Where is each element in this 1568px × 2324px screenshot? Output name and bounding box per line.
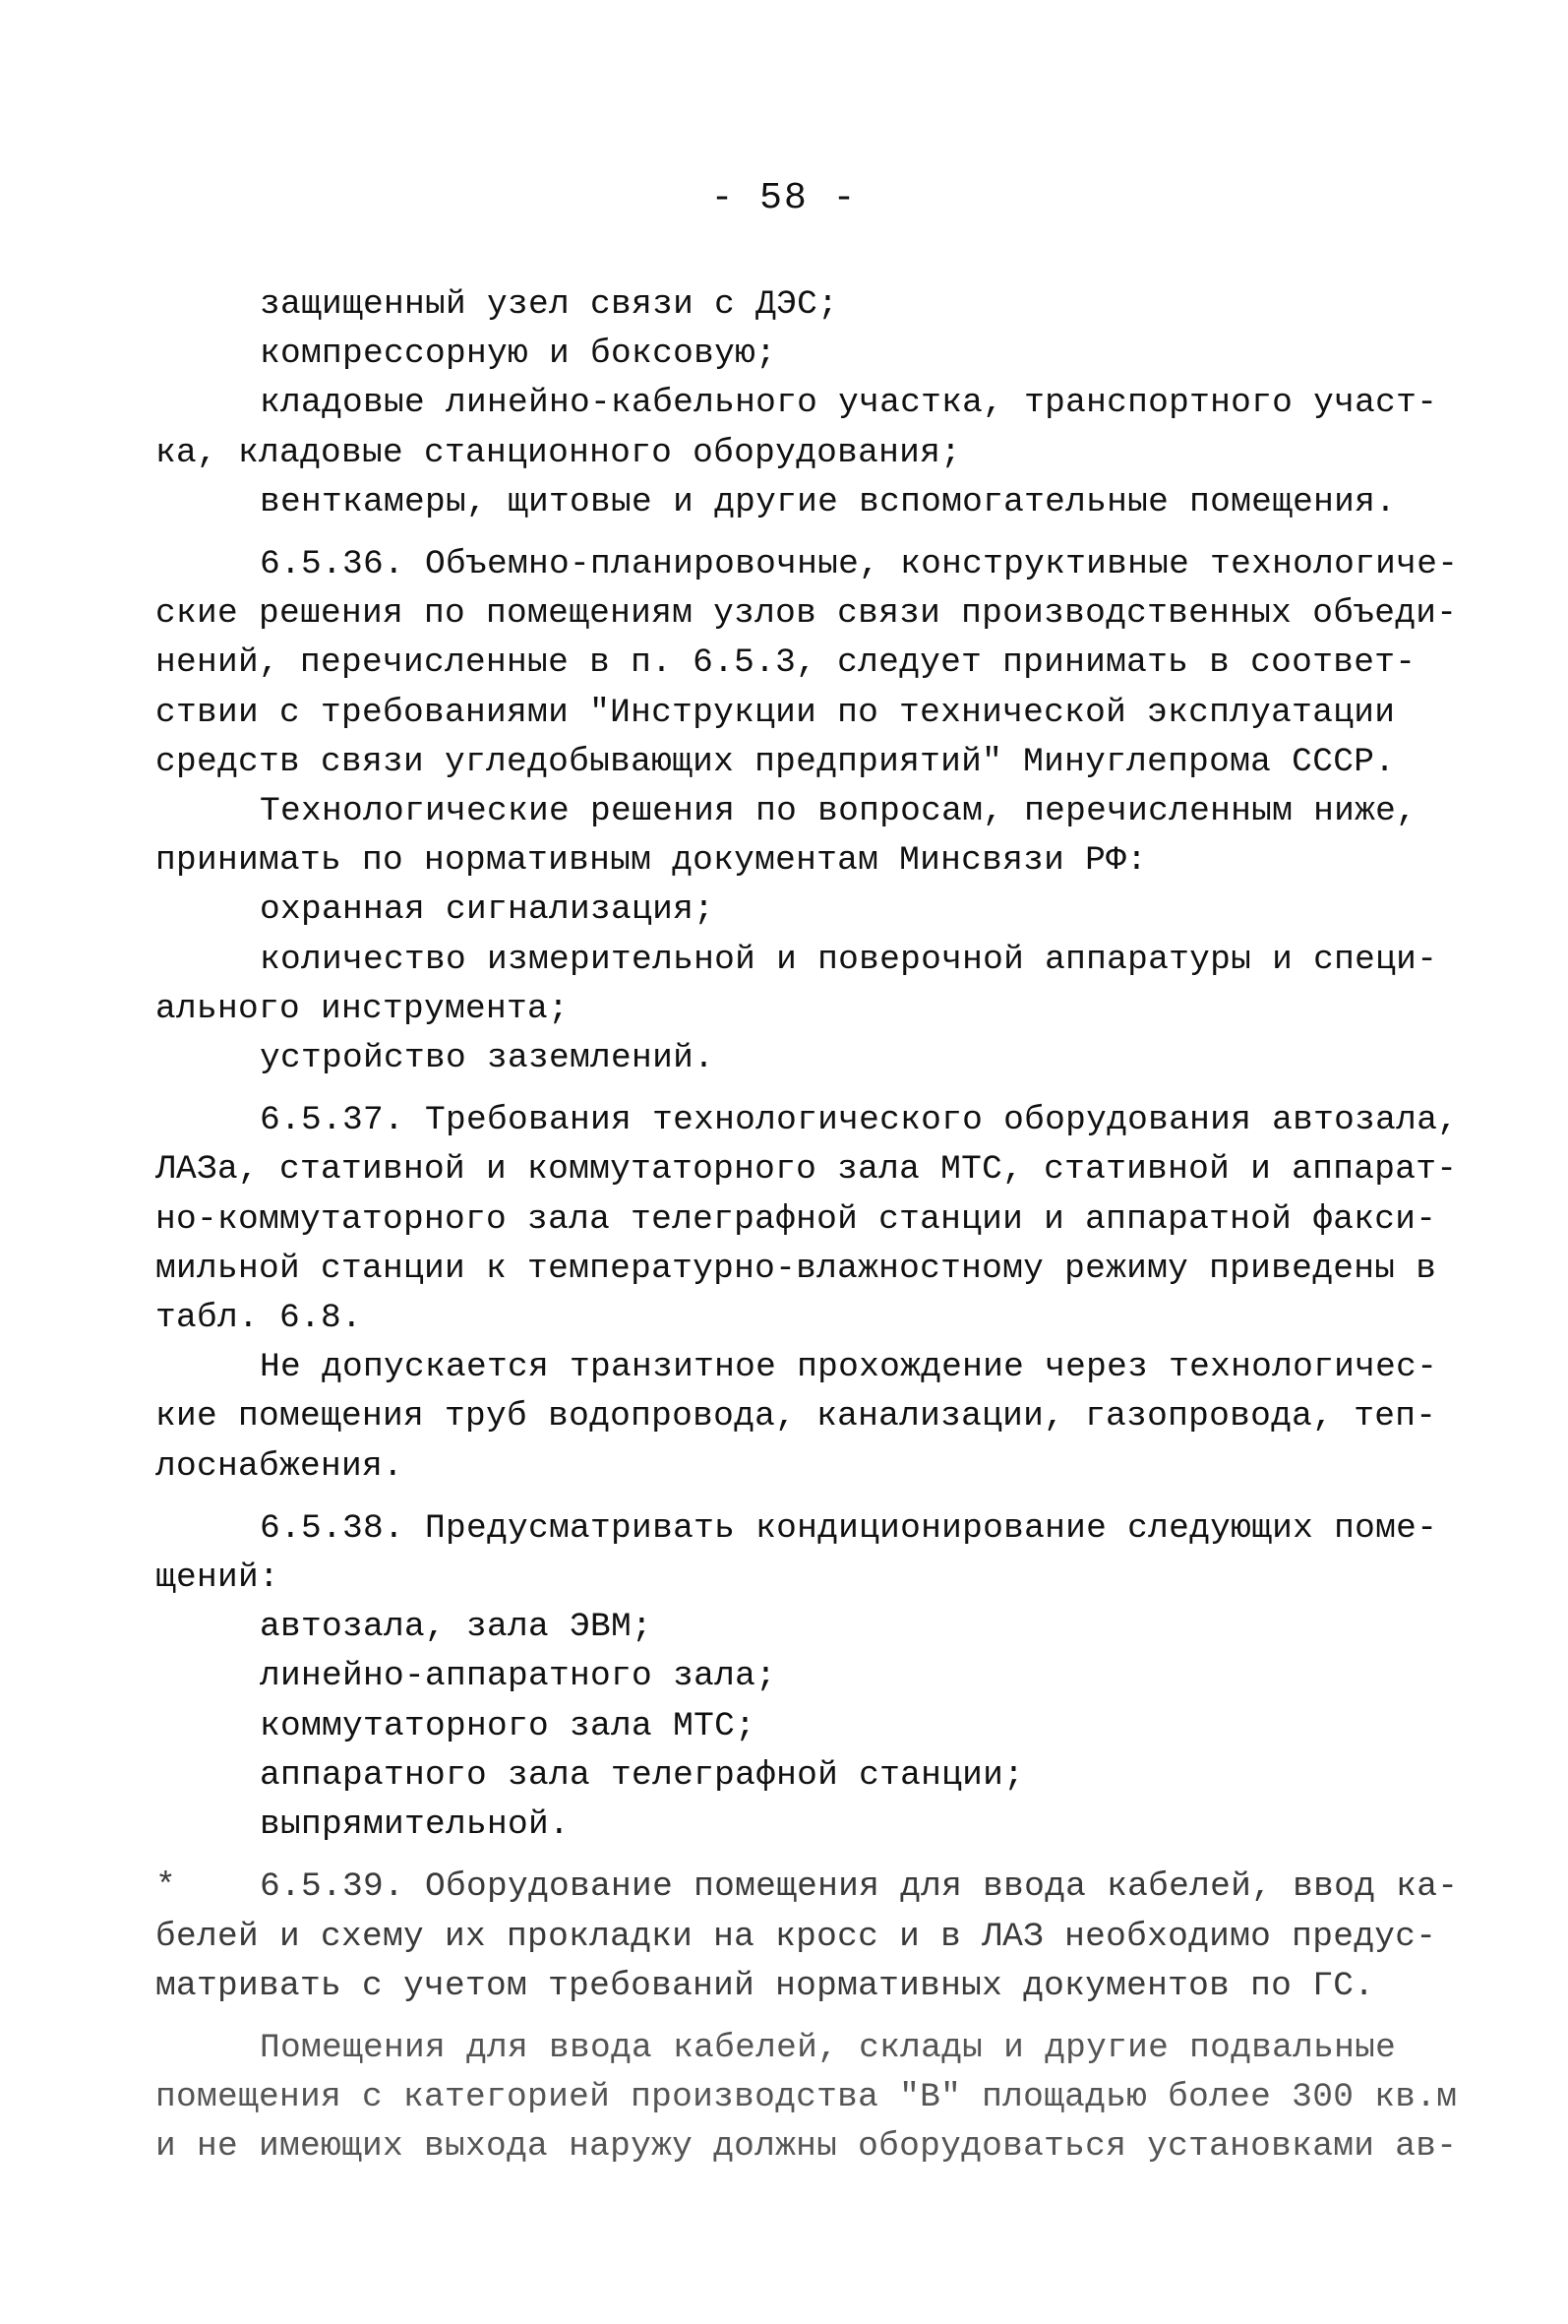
text-line: лоснабжения. [155,1446,404,1486]
text-line: щений: [155,1559,280,1598]
text-line: матривать с учетом требований нормативных документов по ГС. [155,1966,1375,2005]
text-line: ские решения по помещениям узлов связи производственных объеди- [155,594,1458,634]
list-item: коммутаторного зала МТС; [260,1706,756,1745]
text-line: и не имеющих выхода наружу должны оборудоваться установками ав- [155,2127,1458,2167]
list-item: линейно-аппаратного зала; [260,1657,777,1696]
text-line: Технологические решения по вопросам, перечисленным ниже, [260,792,1417,831]
text-line: средств связи угледобывающих предприятий" Минуглепрома СССР. [155,742,1396,781]
text-line: нений, перечисленные в п. 6.5.3, следует принимать в соответ- [155,643,1417,683]
text-line: Помещения для ввода кабелей, склады и другие подвальные [260,2028,1397,2067]
text-line: но-коммутаторного зала телеграфной станции и аппаратной факси- [155,1199,1437,1239]
text-line: табл. 6.8. [155,1299,363,1338]
list-item: охранная сигнализация; [260,890,715,930]
text-line: ЛАЗа, стативной и коммутаторного зала МТС, стативной и аппарат- [155,1150,1458,1190]
text-line: ствии с требованиями "Инструкции по технической эксплуатации [155,693,1396,732]
text-line: венткамеры, щитовые и другие вспомогательные помещения. [260,482,1397,521]
text-line: Не допускается транзитное прохождение через технологичес- [260,1348,1438,1387]
section-6-5-37-heading-line: 6.5.37. Требования технологического оборудования автозала, [260,1101,1459,1140]
text-line: компрессорную и боксовую; [260,335,777,374]
text-line: мильной станции к температурно-влажностному режиму приведены в [155,1249,1437,1288]
page-number: - 58 - [710,177,858,219]
text-line: помещения с категорией производства "В" площадью более 300 кв.м [155,2078,1458,2117]
text-line: ального инструмента; [155,989,570,1028]
asterisk-marker: * [155,1867,177,1907]
section-6-5-39-heading-line [155,1863,1459,1912]
list-item: аппаратного зала телеграфной станции; [260,1755,1025,1795]
section-6-5-36-heading-line: 6.5.36. Объемно-планировочные, конструктивные технологиче- [260,545,1459,584]
list-item: устройство заземлений. [260,1039,715,1078]
text-line: кладовые линейно-кабельного участка, транспортного участ- [260,384,1438,423]
text-line: белей и схему их прокладки на кросс и в ЛАЗ необходимо предус- [155,1917,1437,1956]
text-line: 6.5.39. Оборудование помещения для ввода кабелей, ввод ка- [260,1867,1459,1907]
text-line: кие помещения труб водопровода, канализации, газопровода, теп- [155,1397,1437,1437]
text-line: защищенный узел связи с ДЭС; [260,285,839,324]
list-item: выпрямительной. [260,1805,571,1845]
list-item: автозала, зала ЭВМ; [260,1608,653,1647]
list-item: количество измерительной и поверочной аппаратуры и специ- [260,940,1438,979]
section-6-5-38-heading-line: 6.5.38. Предусматривать кондиционирование следующих поме- [260,1508,1438,1548]
text-line: ка, кладовые станционного оборудования; [155,433,962,472]
document-body [155,280,1459,2172]
text-line: принимать по нормативным документам Минсвязи РФ: [155,841,1148,881]
